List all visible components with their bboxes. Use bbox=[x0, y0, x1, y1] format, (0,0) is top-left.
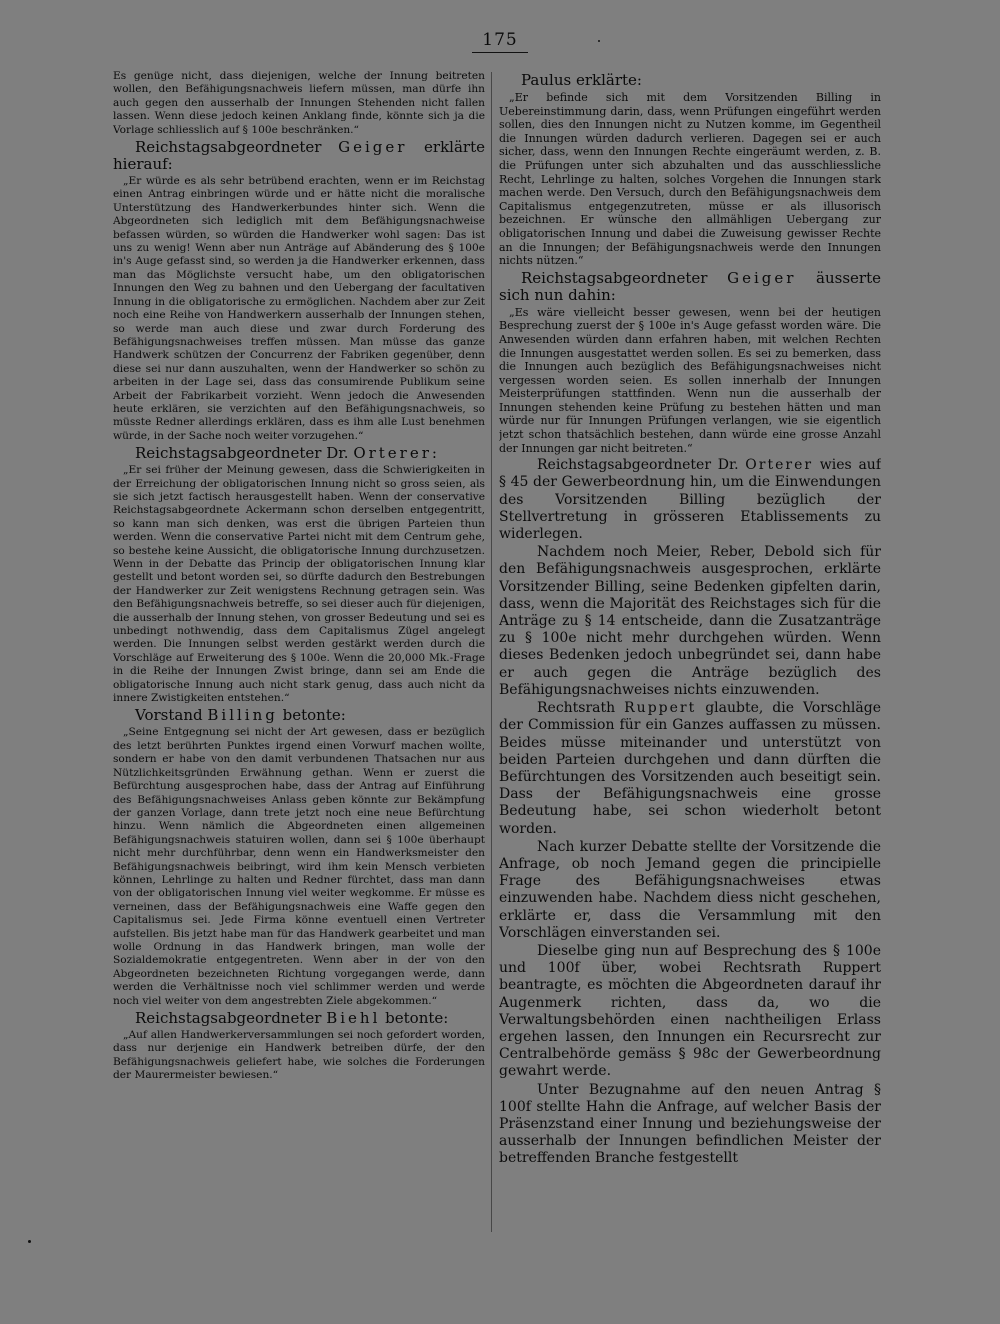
quote-paragraph: „Es wäre vielleicht besser gewesen, wenn bei der heutigen Besprechung zuerst der § 100e in's Auge gefasst worden wäre. Die Anwesenden würden dann erfahren haben, mit welchen Rechten die Innungen ausgestattet werden sollen. Es sei zu bemerken, dass die Innungen auch bezüglich des Befähigungsnachweises nicht vergessen worden seien. Es sollen innerhalb der Innungen Meisterprüfungen stattfinden. Wenn nun die ausserhalb der Innungen stehenden keine Prüfung zu bestehen hätten und man würde nur für Innungen Prüfungen verlangen, wie sie eigentlich jetzt schon thatsächlich bestehen, dann würde eine grosse Anzahl der Innungen gar nicht beitreten.“ bbox=[499, 305, 881, 455]
page-number-rule bbox=[472, 52, 528, 53]
speaker-name: Biehl bbox=[326, 1009, 381, 1027]
speaker-verb: erklärte hierauf: bbox=[113, 138, 485, 174]
paragraph-text: wies auf § 45 der Gewerbeordnung hin, um die Einwendungen des Vorsitzenden Billing bezüglich der Stellvertretung in grösseren Etablissements zu widerlegen. bbox=[499, 457, 881, 543]
speaker-title: Reichstagsabgeordneter bbox=[135, 138, 322, 157]
quote-paragraph: „Er sei früher der Meinung gewesen, dass die Schwierigkeiten in der Erreichung der obligatorischen Innung nicht so gross seien, als sie sich jetzt factisch herausgestellt haben. Wenn der conservative Reichstagsabgeordnete Ackermann schon derselben entgegentritt, so kann man sich denken, was erst die übrigen Parteien thun werden. Wenn die conservative Partei nicht mit dem Centrum gehe, so bestehe keine Aussicht, die obligatorische Innung durchzusetzen. Wenn in der Debatte das Princip der obligatorischen Innung klar gestellt und betont worden sei, so dürfte dadurch den Bestrebungen der Handwerker zur Zeit wenigstens Rechnung getragen sein. Was den Befähigungsnachweis betreffe, so sei dieser auch für diejenigen, die ausserhalb der Innung stehen, von grosser Bedeutung und sei es unbedingt nothwendig, dass dem Capitalismus Zügel angelegt werden. Die Innungen selbst werden gestärkt werden durch die Vorschläge auf Erweiterung des § 100e. Wenn die 20,000 Mk.-Frage in die Reihe der Innungen Zwist bringe, dann sei am Ende die obligatorische Innung auch nicht stark genug, dass auch nicht da innere Zwistigkeiten entstehen.“ bbox=[113, 464, 485, 705]
speaker-name: Orterer: bbox=[353, 444, 440, 463]
speaker-verb: äusserte sich nun dahin: bbox=[499, 268, 881, 304]
speaker-title: Reichstagsabgeordneter bbox=[135, 1009, 322, 1027]
speaker-verb: betonte: bbox=[385, 1009, 449, 1027]
speaker-heading: Paulus erklärte: bbox=[521, 71, 642, 89]
quote-paragraph: „Er würde es als sehr betrübend erachten, wenn er im Reichstag einen Antrag einbringen würde und er hätte nicht die moralische Unterstützung des Handwerkerbundes hinter sich. Wenn die Abgeordneten sich lediglich mit dem Befähigungsnachweise befassen würden, so würden die Handwerker wohl sagen: Das ist uns zu wenig! Wenn aber nun Anträge auf Abänderung des § 100e in's Auge gefasst sind, so werden ja die Handwerker erkennen, dass man das Möglichste versucht habe, um den obligatorischen Innungen den Weg zu bahnen und den Uebergang der facultativen Innung in die obligatorische zu ermöglichen. Nachdem aber zur Zeit noch eine Reihe von Handwerkern ausserhalb der Innungen stehen, so werde man auch diese und zwar durch Forderung des Befähigungsnachweises treffen müssen. Man müsse das ganze Handwerk schützen der Concurrenz der Fabriken gegenüber, denn diese sei nur dann auszuhalten, wenn der Handwerker so schön zu arbeiten in der Lage sei, dass das consumirende Publikum seine Arbeit der Fabrikarbeit vorzieht. Wenn jedoch die Anwesenden heute erklären, sie verzichten auf den Befähigungsnachweis, so müsste Redner allerdings erklären, dass es ihm alle Lust benehmen würde, in der Sache noch weiter vorzugehen.“ bbox=[113, 175, 485, 442]
speaker-heading bbox=[113, 445, 485, 462]
quote-paragraph: „Seine Entgegnung sei nicht der Art gewesen, dass er bezüglich des letzt berührten Punktes irgend einen Vorwurf machen wollte, sondern er habe von den damit verbundenen Thatsachen nur aus Nützlichkeitsgründen Erwähnung gethan. Wenn er zuerst die Befürchtung ausgesprochen habe, dass der Antrag auf Einführung des Befähigungsnachweises Anlass geben könnte zur Bekämpfung der ganzen Vorlage, dann trete jetzt noch eine neue Befürchtung hinzu. Wenn nämlich die Abgeordneten einen allgemeinen Befähigungsnachweis statuiren wollen, dann sei § 100e überhaupt nicht mehr durchführbar, denn wenn ein Handwerksmeister den Befähigungsnachweis beibringt, wird ihm kein Mensch verbieten können, Lehrlinge zu halten und Redner fürchtet, dass man dann von der obligatorischen Innung viel weiter wegkomme. Er müsse es verneinen, dass der Befähigungsnachweis eine Waffe gegen den Capitalismus sei. Jede Firma könne eventuell einen Vertreter aufstellen. Bis jetzt habe man für das Handwerk gearbeitet und man wolle Ordnung in das Handwerk bringen, man wolle der Sozialdemokratie entgegentreten. Wenn aber in der von den Abgeordneten bezeichneten Richtung vorgegangen werde, dann werden die Verhältnisse noch viel schlimmer werden und werde noch viel weiter von dem angestrebten Ziele abgekommen.“ bbox=[113, 726, 485, 1007]
scan-speck bbox=[28, 1240, 31, 1243]
quote-paragraph: „Auf allen Handwerkerversammlungen sei noch gefordert worden, dass nur derjenige ein Handwerk betreiben dürfe, der den Befähigungsnachweis geliefert habe, wie solches die Forderungen der Maurermeister bewiesen.“ bbox=[113, 1029, 485, 1082]
right-column bbox=[499, 70, 881, 1290]
speaker-title: Vorstand bbox=[135, 706, 203, 725]
speaker-heading bbox=[499, 270, 881, 304]
paragraph-text: glaubte, die Vorschläge der Commission für ein Ganzes auffassen zu müssen. Beides müsse miteinander und unterstützt von beiden Parteien durchgehen und dann dürften die Befürchtungen des Vorsitzenden auch beseitigt sein. Dass der Befähigungsnachweis eine grosse Bedeutung habe, sei schon wiederholt betont worden. bbox=[499, 700, 881, 837]
quote-paragraph: „Er befinde sich mit dem Vorsitzenden Billing in Uebereinstimmung darin, dass, wenn Prüfungen eingeführt werden sollen, dies den Innungen nicht zu Nutzen komme, im Gegentheil die Innungen würden dadurch verlieren. Dagegen sei er auch sicher, dass, wenn den Innungen Rechte eingeräumt werden, z. B. die Prüfungen unter sich abzuhalten und das ausschliessliche Recht, Lehrlinge zu halten, solches Vorgehen die Innungen stark machen werde. Den Versuch, durch den Befähigungsnachweis dem Capitalismus entgegenzutreten, müsse er als illusorisch bezeichnen. Er wünsche den allmähligen Uebergang zur obligatorischen Innung und dabei die Zuweisung gewisser Rechte an die Innungen; der Befähigungsnachweis werde den Innungen nichts nützen.“ bbox=[499, 91, 881, 268]
paragraph: Es genüge nicht, dass diejenigen, welche der Innung beitreten wollen, den Befähigungsnachweis liefern müssen, man dürfe ihn auch gegen den ausserhalb der Innungen Stehenden nicht fallen lassen. Wenn diese jedoch keinen Anklang finde, könnte sich ja die Vorlage schliesslich auf § 100e beschränken.“ bbox=[113, 70, 485, 136]
left-column bbox=[113, 70, 485, 1290]
body-paragraph: Dieselbe ging nun auf Besprechung des § 100e und 100f über, wobei Rechtsrath Ruppert beantragte, es möchten die Abgeordneten darauf ihr Augenmerk richten, dass da, wo die Verwaltungsbehörden einen nachtheiligen Erlass ergehen lassen, den Innungen ein Recursrecht zur Centralbehörde gemäss § 98c der Gewerbeordnung gewahrt werde. bbox=[499, 942, 881, 1080]
body-paragraph bbox=[499, 457, 881, 543]
speaker-name: Geiger bbox=[338, 138, 408, 157]
column-divider bbox=[491, 72, 492, 1232]
speaker-name: Billing bbox=[207, 706, 278, 725]
speaker-title: Reichstagsabgeordneter Dr. bbox=[537, 457, 739, 474]
speaker-name: Orterer bbox=[745, 457, 814, 474]
body-paragraph: Nachdem noch Meier, Reber, Debold sich für den Befähigungsnachweis ausgesprochen, erklärte Vorsitzender Billing, seine Bedenken gipfelten darin, dass, wenn die Majorität des Reichstages sich für die Anträge zu § 14 entscheide, dann die Zusatzanträge zu § 100e nicht mehr durchgehen würden. Wenn dieses Bedenken jedoch unbegründet sei, dann habe er auch gegen die Anträge bezüglich des Befähigungsnachweises nichts einzuwenden. bbox=[499, 544, 881, 698]
scan-speck bbox=[598, 40, 600, 42]
speaker-title: Reichstagsabgeordneter bbox=[521, 268, 708, 287]
speaker-heading bbox=[113, 139, 485, 173]
page-number: 175 bbox=[482, 30, 518, 50]
body-paragraph: Nach kurzer Debatte stellte der Vorsitzende die Anfrage, ob noch Jemand gegen die principielle Frage des Befähigungsnachweises etwas einzuwenden habe. Nachdem diess nicht geschehen, erklärte er, dass die Versammlung mit den Vorschlägen einverstanden sei. bbox=[499, 838, 881, 941]
speaker-heading bbox=[113, 1010, 485, 1027]
speaker-title: Reichstagsabgeordneter Dr. bbox=[135, 444, 349, 463]
speaker-name: Ruppert bbox=[624, 700, 697, 717]
body-paragraph bbox=[499, 700, 881, 838]
speaker-title: Rechtsrath bbox=[537, 700, 616, 717]
speaker-verb: betonte: bbox=[282, 706, 346, 725]
speaker-name: Geiger bbox=[727, 268, 797, 287]
body-paragraph: Unter Bezugnahme auf den neuen Antrag § 100f stellte Hahn die Anfrage, auf welcher Basis der Präsenzstand einer Innung und beziehungsweise der ausserhalb der Innungen befindlichen Meister der betreffenden Branche festgestellt bbox=[499, 1081, 881, 1167]
speaker-heading bbox=[113, 707, 485, 724]
